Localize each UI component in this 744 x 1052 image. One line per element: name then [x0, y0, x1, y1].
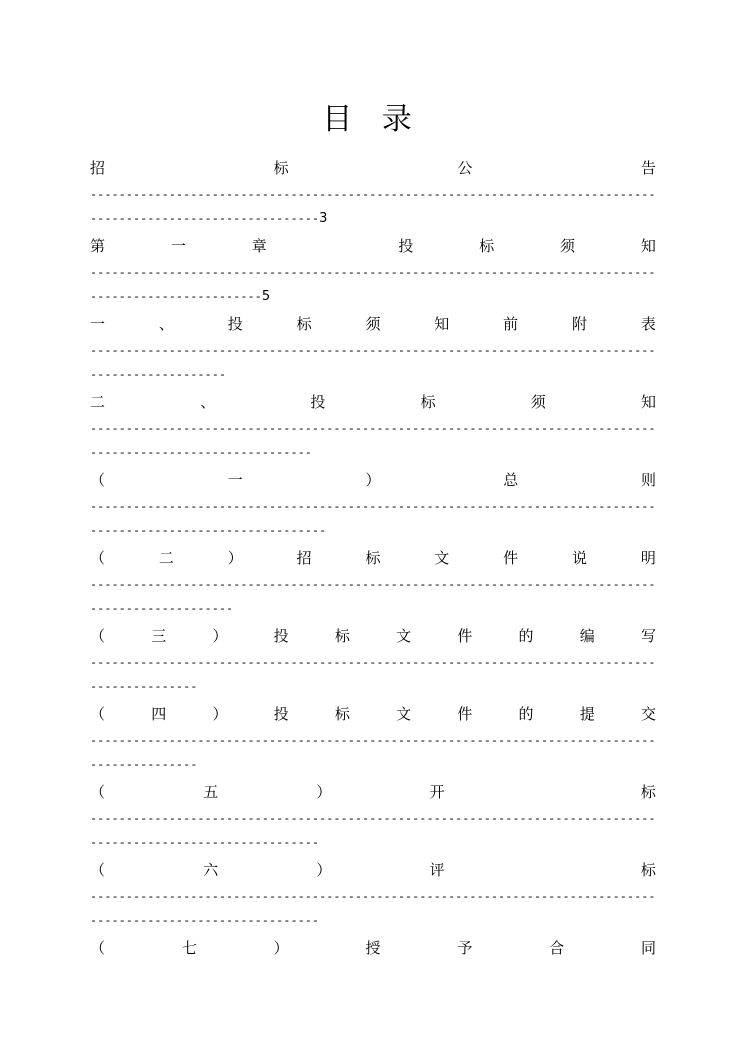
heading-char: 三	[151, 627, 167, 645]
heading-char: 标	[296, 315, 312, 333]
heading-char: 的	[518, 627, 534, 645]
toc-entry[interactable]	[90, 622, 656, 700]
toc-heading	[90, 154, 656, 182]
heading-char: 件	[457, 705, 473, 723]
dot-leader: ------------------------5	[90, 289, 271, 304]
heading-char: 二	[90, 393, 106, 411]
dot-leader: --------------------------------	[90, 913, 320, 927]
dot-leader: -------------------------------------------------------------------------------	[90, 655, 656, 669]
heading-char: ）	[273, 939, 289, 957]
dot-leader: ---------------------------------	[90, 523, 327, 537]
toc-heading	[90, 856, 656, 884]
dot-leader: -------------------------------------------------------------------------------	[90, 499, 656, 513]
heading-char: ）	[227, 549, 243, 567]
heading-char: 投	[273, 705, 289, 723]
dot-leader: --------------------	[90, 601, 234, 615]
dot-leader: -------------------------------------------------------------------------------	[90, 187, 656, 201]
heading-char: 须	[365, 315, 381, 333]
heading-char: （	[90, 705, 106, 723]
dot-leader: -------------------------------------------------------------------------------	[90, 421, 656, 435]
page-number: 3	[319, 211, 328, 226]
heading-char: ）	[212, 705, 228, 723]
heading-char: ）	[316, 861, 332, 879]
heading-char: 投	[398, 237, 414, 255]
heading-char: 表	[640, 315, 656, 333]
toc-heading	[90, 778, 656, 806]
dot-leader: -------------------------------------------------------------------------------	[90, 889, 656, 903]
heading-char: 招	[90, 159, 106, 177]
heading-char: 六	[203, 861, 219, 879]
dot-leader: --------------------------------	[90, 835, 320, 849]
heading-char: （	[90, 471, 106, 489]
page-title: 目 录	[322, 102, 422, 137]
heading-char: 标	[479, 237, 495, 255]
heading-char: 投	[227, 315, 243, 333]
toc-entry[interactable]	[90, 934, 656, 1012]
heading-char: 一	[227, 471, 243, 489]
heading-char: ）	[316, 783, 332, 801]
dot-leader: --------------------------------3	[90, 211, 328, 226]
heading-char: 投	[310, 393, 326, 411]
heading-char: （	[90, 549, 106, 567]
heading-char: 招	[296, 549, 312, 567]
toc-heading	[90, 232, 656, 260]
heading-char: 评	[429, 861, 445, 879]
heading-char: 编	[579, 627, 595, 645]
heading-char: 须	[560, 237, 576, 255]
heading-char: 知	[640, 393, 656, 411]
dot-leader: -------------------------------	[90, 445, 312, 459]
heading-char: 明	[640, 549, 656, 567]
toc-heading	[90, 544, 656, 572]
heading-char: 一	[90, 315, 106, 333]
heading-char: 授	[365, 939, 381, 957]
heading-char: 七	[181, 939, 197, 957]
heading-char: 合	[549, 939, 565, 957]
heading-char: 文	[396, 627, 412, 645]
heading-char: 知	[640, 237, 656, 255]
toc-entry[interactable]	[90, 232, 656, 310]
heading-char: 标	[420, 393, 436, 411]
toc-entry[interactable]	[90, 856, 656, 934]
heading-char: 件	[457, 627, 473, 645]
heading-char: ）	[212, 627, 228, 645]
heading-char: （	[90, 627, 106, 645]
heading-char: （	[90, 939, 106, 957]
heading-char: 说	[572, 549, 588, 567]
heading-char: 予	[457, 939, 473, 957]
heading-char: 公	[457, 159, 473, 177]
toc-heading	[90, 466, 656, 494]
table-of-contents	[90, 154, 656, 1012]
heading-char: 的	[518, 705, 534, 723]
heading-char: 章	[251, 237, 267, 255]
toc-heading	[90, 388, 656, 416]
heading-char: 文	[434, 549, 450, 567]
heading-char: 标	[640, 783, 656, 801]
heading-char: 知	[434, 315, 450, 333]
toc-entry[interactable]	[90, 778, 656, 856]
heading-char: 同	[640, 939, 656, 957]
heading-char: 标	[334, 705, 350, 723]
heading-char: 四	[151, 705, 167, 723]
heading-char: 交	[640, 705, 656, 723]
toc-heading	[90, 700, 656, 728]
heading-char: 告	[640, 159, 656, 177]
heading-char: 、	[200, 393, 216, 411]
toc-entry[interactable]	[90, 154, 656, 232]
heading-char: 须	[530, 393, 546, 411]
heading-char: 五	[203, 783, 219, 801]
heading-char: 总	[503, 471, 519, 489]
heading-char: 投	[273, 627, 289, 645]
toc-entry[interactable]	[90, 700, 656, 778]
toc-heading	[90, 622, 656, 650]
heading-char: 一	[170, 237, 186, 255]
toc-entry[interactable]	[90, 544, 656, 622]
heading-char: 提	[579, 705, 595, 723]
dot-leader: -------------------------------------------------------------------------------	[90, 265, 656, 279]
heading-char: （	[90, 783, 106, 801]
heading-char: 第	[90, 237, 106, 255]
heading-char: 件	[503, 549, 519, 567]
heading-char: 前	[503, 315, 519, 333]
heading-char: 附	[572, 315, 588, 333]
heading-char: 二	[158, 549, 174, 567]
toc-entry[interactable]	[90, 466, 656, 544]
heading-char: 标	[640, 861, 656, 879]
heading-char: （	[90, 861, 106, 879]
toc-entry[interactable]	[90, 310, 656, 388]
toc-heading	[90, 310, 656, 338]
dot-leader: ---------------	[90, 679, 198, 693]
toc-heading	[90, 934, 656, 962]
dot-leader: -------------------------------------------------------------------------------	[90, 733, 656, 747]
dot-leader: -------------------------------------------------------------------------------	[90, 343, 656, 357]
heading-char: 开	[429, 783, 445, 801]
heading-char: ）	[365, 471, 381, 489]
heading-char: 标	[273, 159, 289, 177]
dot-leader: -------------------------------------------------------------------------------	[90, 577, 656, 591]
heading-char: 、	[158, 315, 174, 333]
dot-leader: -------------------	[90, 367, 227, 381]
dot-leader: -------------------------------------------------------------------------------	[90, 811, 656, 825]
heading-char: 写	[640, 627, 656, 645]
dot-leader: ---------------	[90, 757, 198, 771]
heading-char: 则	[640, 471, 656, 489]
toc-entry[interactable]	[90, 388, 656, 466]
heading-char: 文	[396, 705, 412, 723]
heading-char: 标	[365, 549, 381, 567]
page-number: 5	[261, 289, 271, 304]
heading-char: 标	[334, 627, 350, 645]
